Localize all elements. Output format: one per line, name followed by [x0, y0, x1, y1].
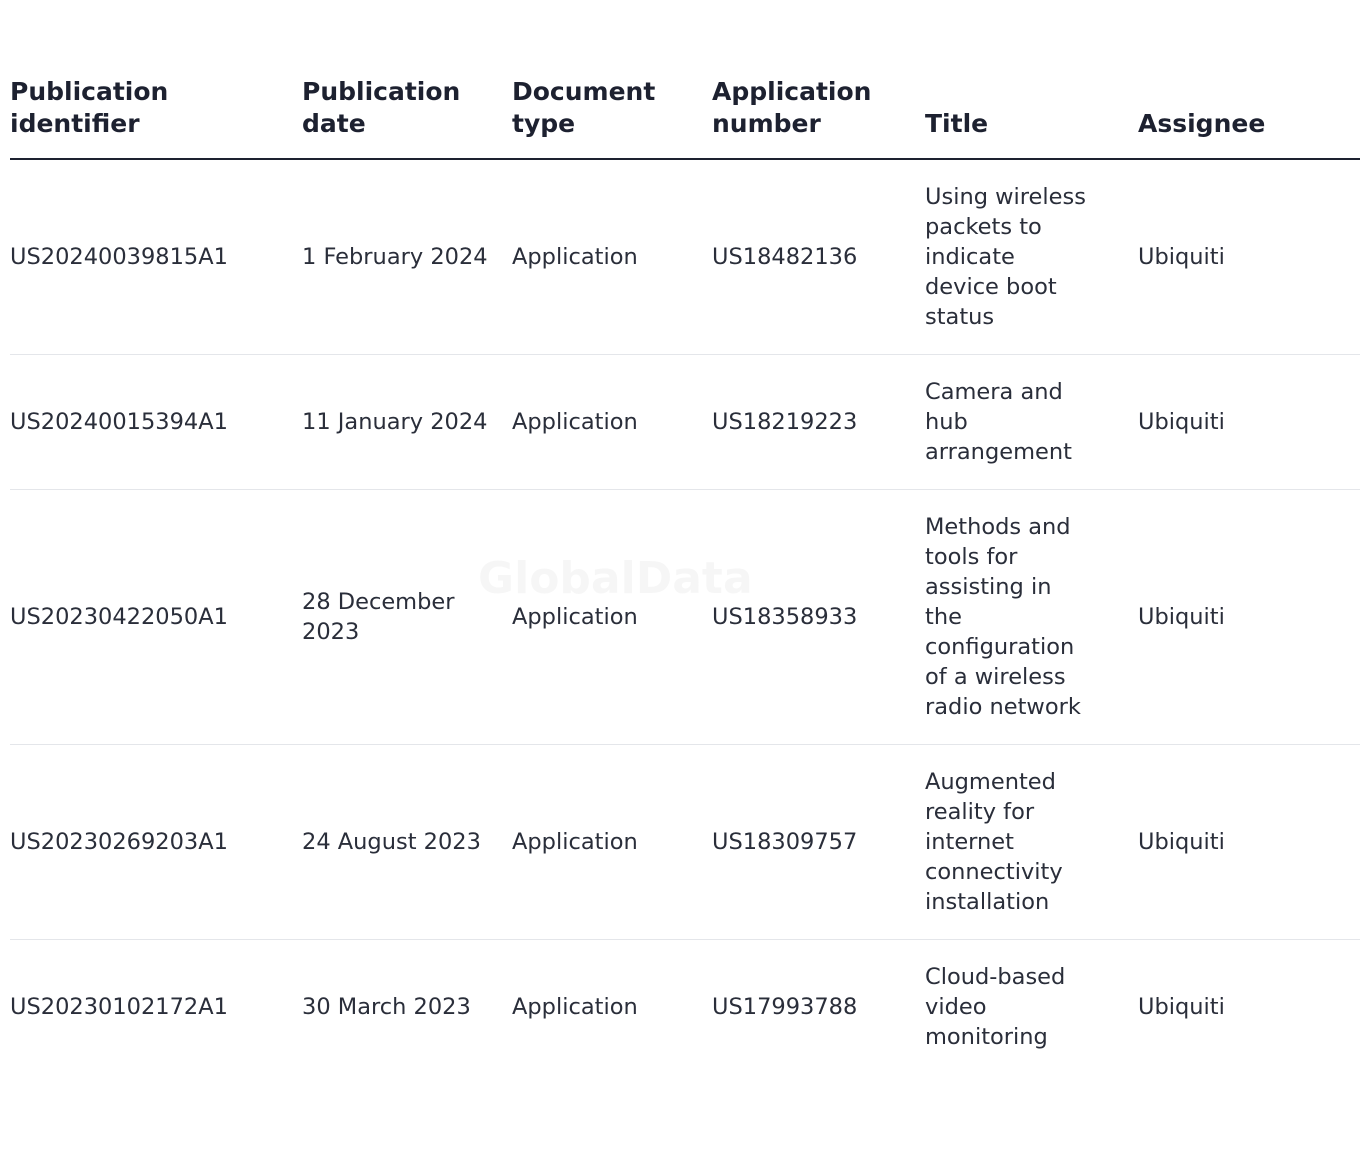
cell-assignee: Ubiquiti — [1138, 745, 1360, 940]
header-document-type[interactable]: Document type — [512, 0, 712, 159]
cell-document-type: Application — [512, 994, 638, 1020]
cell-assignee: Ubiquiti — [1138, 159, 1360, 355]
header-assignee[interactable]: Assignee — [1138, 0, 1360, 159]
cell-publication-date: 28 December 2023 — [302, 490, 512, 745]
cell-title: Camera and hub arrangement — [925, 355, 1138, 490]
cell-publication-identifier: US20240015394A1 — [10, 355, 302, 490]
patent-table — [10, 0, 1360, 1074]
table-header — [10, 0, 1360, 159]
table-row — [10, 355, 1360, 490]
cell-title: Cloud-based video monitoring — [925, 964, 1066, 1050]
cell-publication-identifier: US20230422050A1 — [10, 490, 302, 745]
cell-assignee: Ubiquiti — [1138, 355, 1360, 490]
cell-publication-date: 1 February 2024 — [302, 159, 512, 355]
table-row — [10, 159, 1360, 355]
cell-publication-identifier: US20240039815A1 — [10, 159, 302, 355]
cell-title: Augmented reality for internet connectivity installation — [925, 745, 1138, 940]
cell-publication-identifier: US20230269203A1 — [10, 745, 302, 940]
cell-application-number: US18309757 — [712, 745, 925, 940]
cell-title: Methods and tools for assisting in the configuration of a wireless radio network — [925, 490, 1138, 745]
cell-document-type: Application — [512, 490, 712, 745]
table-header-row — [10, 0, 1360, 159]
patent-table-container — [10, 0, 1266, 1160]
cell-title: Using wireless packets to indicate device boot status — [925, 159, 1138, 355]
cell-application-number: US18219223 — [712, 355, 925, 490]
header-publication-identifier[interactable]: Publication identifier — [10, 0, 302, 159]
cell-document-type: Application — [512, 159, 712, 355]
cell-publication-date: 30 March 2023 — [302, 994, 471, 1020]
cell-publication-date: 11 January 2024 — [302, 355, 512, 490]
header-title[interactable]: Title — [925, 0, 1138, 159]
table-row — [10, 940, 1360, 1075]
cell-document-type: Application — [512, 355, 712, 490]
table-body — [10, 159, 1360, 1074]
cell-application-number: US18358933 — [712, 490, 925, 745]
table-row — [10, 490, 1360, 745]
cell-publication-identifier: US20230102172A1 — [10, 994, 228, 1020]
cell-application-number: US18482136 — [712, 159, 925, 355]
cell-application-number: US17993788 — [712, 994, 858, 1020]
header-application-number[interactable]: Application number — [712, 0, 925, 159]
cell-publication-date: 24 August 2023 — [302, 745, 512, 940]
cell-document-type: Application — [512, 745, 712, 940]
header-publication-date[interactable]: Publication date — [302, 0, 512, 159]
cell-assignee: Ubiquiti — [1138, 490, 1360, 745]
cell-assignee: Ubiquiti — [1138, 994, 1225, 1020]
table-row — [10, 745, 1360, 940]
